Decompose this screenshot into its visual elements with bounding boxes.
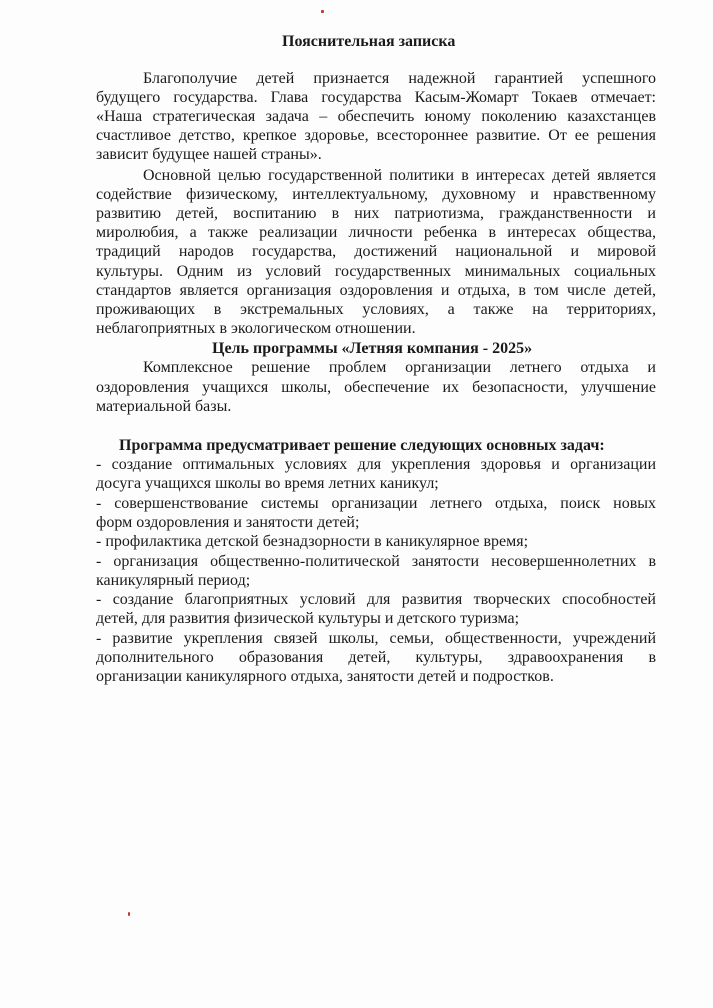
task-line: - создание оптимальных условиях для укрепления здоровья и организации xyxy=(96,456,656,473)
goal-heading: Цель программы «Летняя компания - 2025» xyxy=(212,340,533,357)
intro-line: зависит будущее нашей страны». xyxy=(96,146,322,163)
policy-line: неблагоприятных в экологическом отношении. xyxy=(96,320,416,337)
task-line: детей, для развития физической культуры и детского туризма; xyxy=(96,610,520,627)
task-line: каникулярный период; xyxy=(96,572,251,589)
policy-line: стандартов является организация оздоровления и отдыха, в том числе детей, xyxy=(96,282,656,299)
goal-line: оздоровления учащихся школы, обеспечение их безопасности, улучшение xyxy=(96,379,656,396)
intro-line: будущего государства. Глава государства Касым-Жомарт Токаев отмечает: xyxy=(96,89,656,106)
goal-line: материальной базы. xyxy=(96,398,232,415)
scan-mark-bottom xyxy=(128,912,130,916)
task-line: дополнительного образования детей, культуры, здравоохранения в xyxy=(96,649,656,666)
document-title: Пояснительная записка xyxy=(282,33,456,50)
scan-mark-top xyxy=(321,10,324,13)
policy-line: развитию детей, воспитанию в них патриотизма, гражданственности и xyxy=(96,205,656,222)
policy-line: Основной целью государственной политики в интересах детей является xyxy=(143,167,656,184)
intro-line: счастливое детство, крепкое здоровье, всестороннее развитие. От ее решения xyxy=(96,127,656,144)
policy-line: содействие физическому, интеллектуальному, духовному и нравственному xyxy=(96,186,656,203)
intro-line: «Наша стратегическая задача – обеспечить юному поколению казахстанцев xyxy=(96,108,656,125)
task-line: - совершенствование системы организации летнего отдыха, поиск новых xyxy=(96,495,656,512)
task-line: - создание благоприятных условий для развития творческих способностей xyxy=(96,591,656,608)
task-line: досуга учащихся школы во время летних каникул; xyxy=(96,475,439,492)
task-line: - профилактика детской безнадзорности в каникулярное время; xyxy=(96,533,529,550)
tasks-heading: Программа предусматривает решение следующих основных задач: xyxy=(119,437,605,454)
task-line: организации каникулярного отдыха, занятости детей и подростков. xyxy=(96,668,554,685)
task-line: - организация общественно-политической занятости несовершеннолетних в xyxy=(96,553,656,570)
intro-line: Благополучие детей признается надежной гарантией успешного xyxy=(143,70,656,87)
task-line: форм оздоровления и занятости детей; xyxy=(96,514,360,531)
goal-line: Комплексное решение проблем организации летнего отдыха и xyxy=(143,359,656,376)
policy-line: миролюбия, а также реализации личности ребенка в интересах общества, xyxy=(96,224,656,241)
policy-line: традиций народов государства, достижений национальной и мировой xyxy=(96,243,656,260)
policy-line: проживающих в экстремальных условиях, а также на территориях, xyxy=(96,301,656,318)
task-line: - развитие укрепления связей школы, семьи, общественности, учреждений xyxy=(96,630,656,647)
policy-line: культуры. Одним из условий государственных минимальных социальных xyxy=(96,263,656,280)
